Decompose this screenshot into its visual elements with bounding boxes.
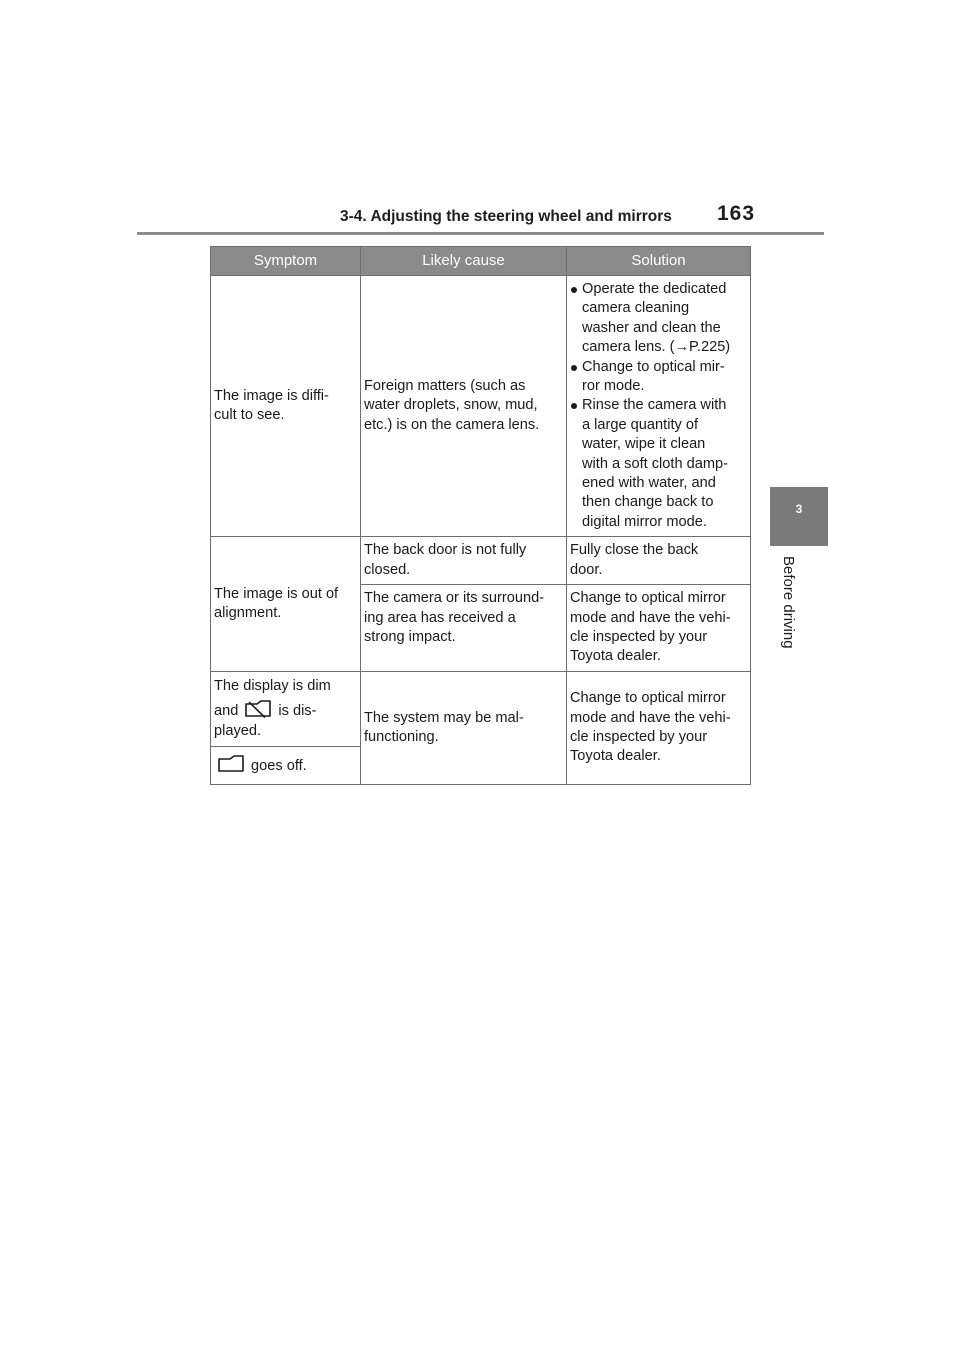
solution-item bbox=[570, 358, 746, 397]
solution-line: cle inspected by your bbox=[570, 628, 708, 645]
solution-line: Change to optical mirror bbox=[570, 590, 726, 607]
cause-cell bbox=[361, 276, 567, 537]
solution-line: then change back to bbox=[582, 494, 714, 511]
symptom-cell bbox=[211, 276, 361, 537]
solution-cell bbox=[567, 585, 751, 672]
solution-line: cle inspected by your bbox=[570, 729, 708, 746]
solution-line: Change to optical mir- bbox=[582, 358, 725, 375]
cause-cell bbox=[361, 671, 567, 785]
solution-line: with a soft cloth damp- bbox=[582, 455, 729, 472]
solution-line: Toyota dealer. bbox=[570, 748, 661, 765]
symptom-text: and bbox=[214, 703, 239, 720]
solution-line: camera lens. (→P.225) bbox=[582, 339, 731, 356]
solution-line: washer and clean the bbox=[582, 319, 721, 336]
solution-item bbox=[570, 280, 746, 358]
mirror-indicator-icon bbox=[216, 755, 246, 773]
solution-line: Toyota dealer. bbox=[570, 648, 661, 665]
cause-line: water droplets, snow, mud, bbox=[364, 397, 538, 414]
troubleshooting-table bbox=[210, 246, 751, 785]
header-rule bbox=[137, 232, 824, 235]
cause-line: The back door is not fully bbox=[364, 542, 527, 559]
solution-cell bbox=[567, 671, 751, 785]
solution-cell bbox=[567, 537, 751, 585]
table-row bbox=[211, 276, 751, 537]
solution-line: Operate the dedicated bbox=[582, 281, 727, 297]
mirror-warning-icon bbox=[243, 700, 273, 718]
chapter-label: Before driving bbox=[780, 556, 797, 649]
column-header-cause: Likely cause bbox=[361, 247, 567, 276]
solution-line: a large quantity of bbox=[582, 416, 699, 433]
symptom-line: alignment. bbox=[214, 605, 282, 621]
symptom-line: cult to see. bbox=[214, 407, 285, 424]
symptom-text: is dis- bbox=[278, 703, 317, 720]
column-header-symptom: Symptom bbox=[211, 247, 361, 276]
solution-line: camera cleaning bbox=[582, 300, 690, 317]
solution-line: water, wipe it clean bbox=[582, 436, 706, 453]
section-title: 3-4. Adjusting the steering wheel and mirrors bbox=[340, 208, 672, 225]
solution-line: mode and have the vehi- bbox=[570, 709, 731, 726]
symptom-line: The image is diffi- bbox=[214, 387, 329, 404]
solution-item bbox=[570, 396, 746, 532]
symptom-line: played. bbox=[214, 722, 262, 739]
symptom-line: The image is out of bbox=[214, 585, 339, 602]
symptom-cell bbox=[211, 537, 361, 671]
solution-list bbox=[570, 280, 746, 532]
symptom-cell bbox=[211, 671, 361, 746]
solution-line: ror mode. bbox=[582, 378, 645, 395]
table-header-row bbox=[211, 247, 751, 276]
cause-line: ing area has received a bbox=[364, 609, 516, 626]
cause-cell bbox=[361, 537, 567, 585]
solution-line: Rinse the camera with bbox=[582, 397, 727, 414]
solution-line: Change to optical mirror bbox=[570, 690, 726, 707]
solution-line: digital mirror mode. bbox=[582, 513, 707, 530]
page-number: 163 bbox=[717, 202, 756, 225]
symptom-line bbox=[214, 700, 356, 721]
solution-line: door. bbox=[570, 561, 603, 578]
chapter-tab bbox=[770, 487, 828, 546]
solution-cell bbox=[567, 276, 751, 537]
cause-line: etc.) is on the camera lens. bbox=[364, 416, 540, 433]
cause-line: Foreign matters (such as bbox=[364, 378, 526, 395]
cause-cell bbox=[361, 585, 567, 672]
cause-line: closed. bbox=[364, 561, 411, 578]
solution-line: mode and have the vehi- bbox=[570, 609, 731, 626]
table-row bbox=[211, 537, 751, 585]
cause-line: The camera or its surround- bbox=[364, 590, 545, 607]
cause-line: The system may be mal- bbox=[364, 709, 524, 726]
column-header-solution: Solution bbox=[567, 247, 751, 276]
cause-line: functioning. bbox=[364, 729, 439, 746]
symptom-text: goes off. bbox=[251, 757, 307, 774]
chapter-number: 3 bbox=[795, 502, 803, 516]
symptom-line: The display is dim bbox=[214, 677, 331, 694]
cause-line: strong impact. bbox=[364, 628, 456, 645]
table-row bbox=[211, 671, 751, 746]
solution-line: Fully close the back bbox=[570, 542, 699, 559]
solution-line: ened with water, and bbox=[582, 475, 716, 492]
symptom-cell bbox=[211, 746, 361, 784]
